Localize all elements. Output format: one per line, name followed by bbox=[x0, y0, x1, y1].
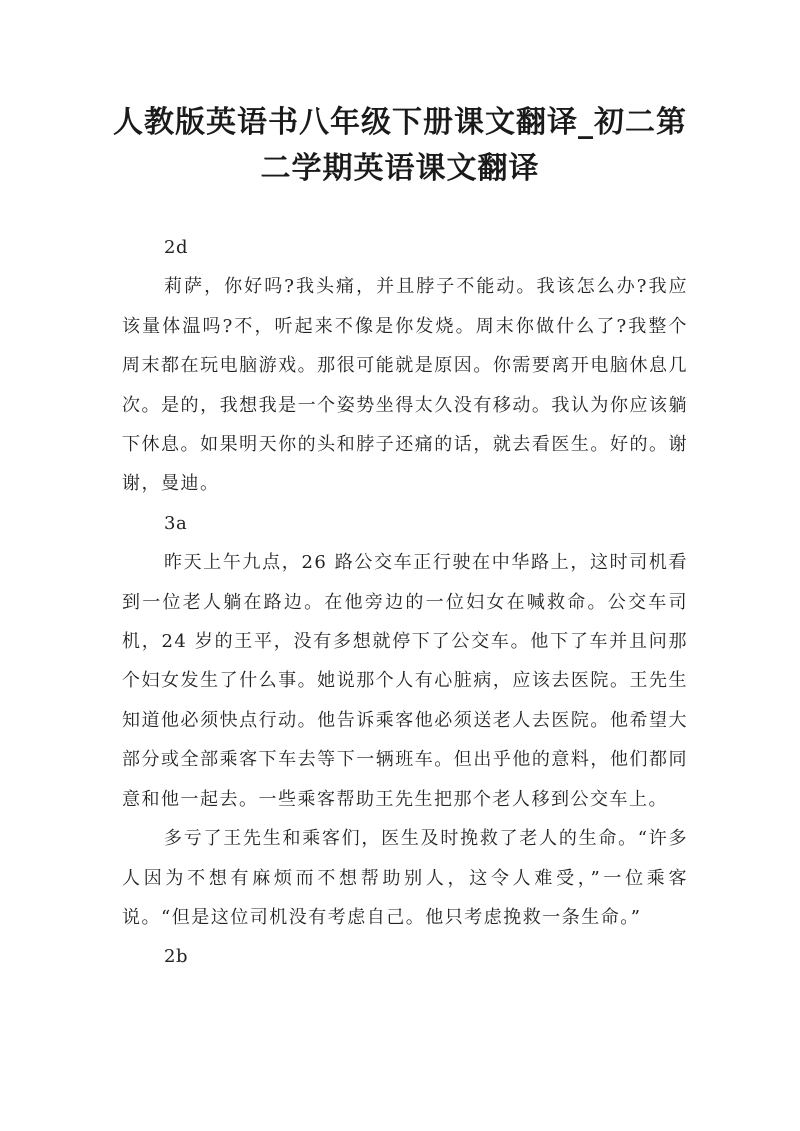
paragraph-2d-dialogue: 莉萨，你好吗?我头痛，并且脖子不能动。我该怎么办?我应该量体温吗?不，听起来不像是你发烧。周末你做什么了?我整个周末都在玩电脑游戏。那很可能就是原因。你需要离开电脑休息几次。是的，我想我是一个姿势坐得太久没有移动。我认为你应该躺下休息。如果明天你的头和脖子还痛的话，就去看医生。好的。谢谢，曼迪。 bbox=[122, 276, 688, 495]
document-title bbox=[100, 100, 700, 192]
section-label-2b: 2b bbox=[164, 946, 188, 968]
title-line-1: 人教版英语书八年级下册课文翻译_初二第 bbox=[113, 105, 687, 140]
section-label-3a: 3a bbox=[164, 512, 188, 534]
document-body bbox=[122, 228, 688, 977]
paragraph-3a-story: 昨天上午九点，26 路公交车正行驶在中华路上，这时司机看到一位老人躺在路边。在他旁边的一位妇女在喊救命。公交车司机，24 岁的王平，没有多想就停下了公交车。他下了车并且问那个妇女发生了什么事。她说那个人有心脏病，应该去医院。王先生知道他必须快点行动。他告诉乘客他必须送老人去医院。他希望大部分或全部乘客下车去等下一辆班车。但出乎他的意料，他们都同意和他一起去。一些乘客帮助王先生把那个老人移到公交车上。 bbox=[122, 552, 688, 810]
title-line-2: 二学期英语课文翻译 bbox=[260, 151, 540, 186]
paragraph-3a-ending: 多亏了王先生和乘客们，医生及时挽救了老人的生命。“许多人因为不想有麻烦而不想帮助别人，这令人难受，”一位乘客说。“但是这位司机没有考虑自己。他只考虑挽救一条生命。” bbox=[122, 828, 688, 928]
section-label-2d: 2d bbox=[164, 237, 188, 258]
